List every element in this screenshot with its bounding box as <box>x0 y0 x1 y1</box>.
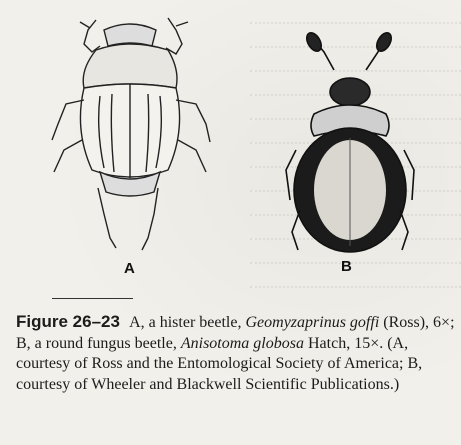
round-fungus-beetle-drawing <box>286 30 414 252</box>
caption-divider <box>52 298 133 299</box>
figure-part-label-a: A <box>124 260 135 277</box>
caption-part-a-prefix: A, a hister beetle, <box>129 314 242 331</box>
species-name-b: Anisotoma globosa <box>180 334 304 352</box>
caption-part-a-suffix: (Ross), 6×; B, a round fungus beetle, <box>16 314 455 352</box>
species-name-a: Geomyzaprinus goffi <box>245 314 380 331</box>
figure-number: Figure 26–23 <box>16 312 120 331</box>
hister-beetle-drawing <box>52 18 210 250</box>
figure-part-label-b: B <box>341 258 352 275</box>
figure-caption <box>16 312 456 395</box>
caption-part-b-suffix: Hatch, 15×. (A, courtesy of Ross and the Entomological Society of America; B, courtesy of Wheeler and Blackwell Scientific Publications.) <box>16 334 423 393</box>
